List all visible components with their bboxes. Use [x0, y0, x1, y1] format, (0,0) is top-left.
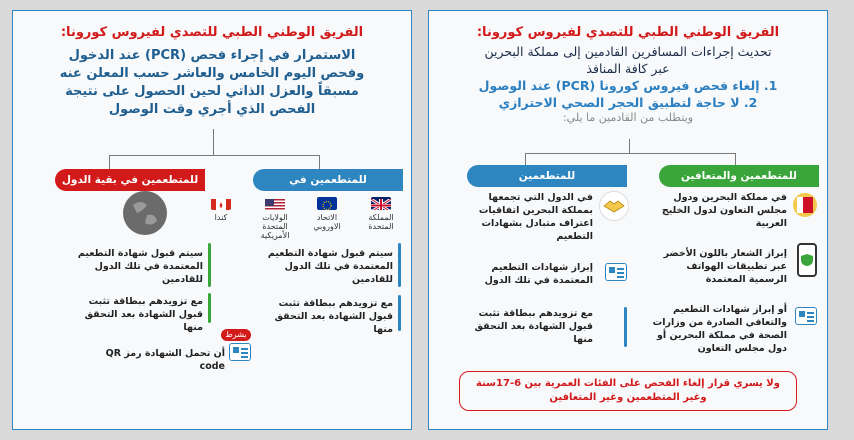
canada-flag-icon [211, 197, 231, 210]
flag-label-uk: المملكة المتحدة [368, 213, 394, 231]
right-connector-right [735, 153, 736, 165]
col2-text-1: في الدول التي تجمعها بمملكة البحرين اتفاقيات اعتراف متبادل بشهادات التطعيم [478, 192, 593, 242]
mobile-app-icon [797, 243, 817, 277]
in-text-2: مع تزويدهم ببطاقة تثبت قبول الشهادة بعد التحقق منها [274, 298, 393, 335]
left-line3: مسبقاً والعزل الذاتي لحين الحصول على نتيجة [65, 84, 359, 99]
tab-vaccinated-in: للمتطعمين في [253, 169, 403, 191]
col2-text-3: مع تزويدهم ببطاقة تثبت قبول الشهادة بعد التحقق منها [474, 308, 593, 345]
col2-bar-3 [624, 307, 627, 347]
left-connector-bar [109, 155, 319, 156]
qr-text: أن تحمل الشهادة رمز QR code [105, 348, 225, 372]
left-line1: الاستمرار في إجراء فحص (PCR) عند الدخول [68, 48, 356, 63]
col1-text-2: إبراز الشعار باللون الأخضر عبر تطبيقات الهواتف الرسمية المعتمدة [663, 248, 787, 285]
in-bar-1 [398, 243, 401, 287]
flag-label-canada: كندا [214, 213, 228, 222]
left-body [23, 47, 401, 119]
left-panel [12, 10, 412, 430]
right-update2: عبر كافة المنافذ [586, 61, 670, 76]
bahrain-gcc-icon [793, 193, 817, 217]
col1-qr-icon [795, 307, 817, 325]
usa-flag-icon [265, 197, 285, 210]
right-step2: 2. لا حاجة لتطبيق الحجر الصحي الاحترازي [498, 95, 758, 110]
left-title: الفريق الوطني الطبي للتصدي لفيروس كورونا: [60, 25, 364, 40]
right-step1: 1. إلغاء فحص فيروس كورونا (PCR) عند الوصول [478, 78, 778, 93]
rest-bar-2 [208, 293, 211, 323]
eu-flag-icon [317, 197, 337, 210]
col2-text-2: إبراز شهادات التطعيم المعتمدة في تلك الدول [484, 262, 593, 286]
right-panel [428, 10, 828, 430]
right-connector-bar [525, 153, 735, 154]
rest-text-2: مع تزويدهم ببطاقة تثبت قبول الشهادة بعد التحقق منها [84, 296, 203, 333]
flag-label-eu: الاتحاد الاوروبي [313, 213, 341, 231]
exception-note: ولا يسري قرار إلغاء الفحص على الفئات العمرية بين 6-17سنة وغير المتطعمين وغير المتعافين [459, 371, 797, 411]
right-required: ويتطلب من القادمين ما يلي: [562, 111, 694, 124]
qr-code-icon [229, 343, 251, 361]
left-line2: وفحص اليوم الخامس والعاشر حسب المعلن عنه [59, 66, 365, 81]
flag-label-usa: الولايات المتحدة الأمريكية [260, 213, 290, 240]
right-update1: تحديث إجراءات المسافرين القادمين إلى مملكة البحرين [484, 44, 772, 59]
right-connector-stem [629, 139, 630, 153]
col1-text-1: في مملكة البحرين ودول مجلس التعاون لدول الخليج العربية [661, 192, 787, 229]
rest-bar-1 [208, 243, 211, 287]
tab-vaccinated-rest: للمتطعمين في بقية الدول [55, 169, 205, 191]
condition-badge: بشرط [221, 329, 251, 341]
right-title: الفريق الوطني الطبي للتصدي لفيروس كورونا: [476, 25, 780, 40]
right-connector-left [525, 153, 526, 165]
tab-vaccinated: للمتطعمين [467, 165, 627, 187]
left-connector-left [109, 155, 110, 169]
in-bar-2 [398, 295, 401, 331]
in-text-1: سيتم قبول شهادة التطعيم المعتمدة في تلك الدول للقادمين [267, 248, 393, 285]
right-body [439, 43, 817, 124]
rest-text-1: سيتم قبول شهادة التطعيم المعتمدة في تلك الدول للقادمين [77, 248, 203, 285]
tab-recovered: للمتطعمين والمتعافين [659, 165, 819, 187]
left-connector-right [319, 155, 320, 169]
globe-icon [123, 191, 167, 235]
col1-text-3: أو إبراز شهادات التطعيم والتعافي الصادرة من وزارات الصحة في مملكة البحرين أو دول مجلس التعاون [652, 304, 787, 354]
left-line4: الفحص الذي أجري وقت الوصول [108, 102, 316, 117]
uk-flag-icon [371, 197, 391, 210]
col2-qr-icon [605, 263, 627, 281]
handshake-icon [599, 191, 629, 221]
left-connector-stem [213, 129, 214, 155]
